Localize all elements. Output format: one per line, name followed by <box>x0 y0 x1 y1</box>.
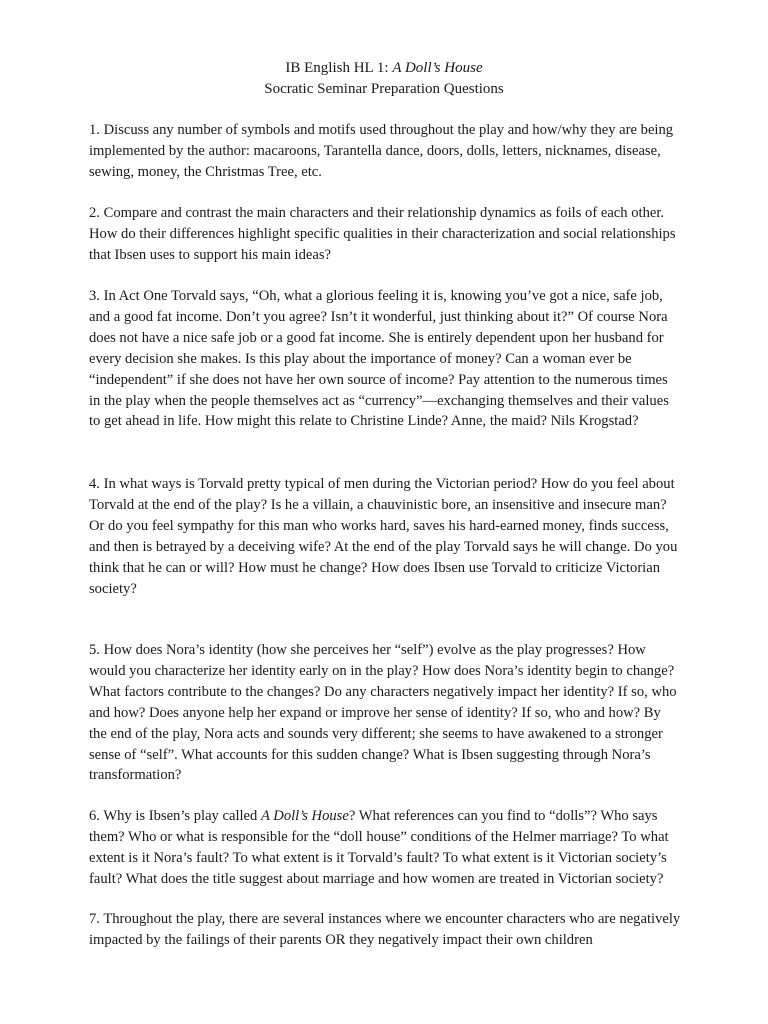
question-1: 1. Discuss any number of symbols and motifs used throughout the play and how/why they are being implemented by the author: macaroons, Tarantella dance, doors, dolls, letters, nicknames, disease, sewing, money, the Christmas Tree, etc. <box>89 122 674 180</box>
document-title <box>0 58 768 79</box>
question-6-after: ? What references can you find to “dolls”? Who says them? Who or what is responsible for the “doll house” conditions of the Helmer marriage? To what extent is it Nora’s fault? To what extent is it Torvald’s fault? To what extent is it Victorian society’s fault? What does the title suggest about marriage and how women are treated in Victorian society? <box>89 808 669 887</box>
play-title: A Doll’s House <box>392 60 483 76</box>
question-6 <box>89 806 681 890</box>
question-6-play-title: A Doll’s House <box>260 808 349 824</box>
question-4: 4. In what ways is Torvald pretty typical of men during the Victorian period? How do you feel about Torvald at the end of the play? Is he a villain, a chauvinistic bore, an insensitive and insecure man? Or do you feel sympathy for this man who works hard, saves his hard-earned money, finds success, and then is betrayed by a deceiving wife? At the end of the play Torvald says he will change. Do you think that he can or will? How must he change? How does Ibsen use Torvald to criticize Victorian society? <box>89 476 678 597</box>
question-5: 5. How does Nora’s identity (how she perceives her “self”) evolve as the play progresses? How would you characterize her identity early on in the play? How does Nora’s identity begin to change? What factors contribute to the changes? Do any characters negatively impact her identity? If so, who and how? Does anyone help her expand or improve her sense of identity? If so, who and how? By the end of the play, Nora acts and sounds very different; she seems to have awakened to a stronger sense of “self”. What accounts for this sudden change? What is Ibsen suggesting through Nora’s transformation? <box>89 642 677 784</box>
question-3: 3. In Act One Torvald says, “Oh, what a glorious feeling it is, knowing you’ve got a nice, safe job, and a good fat income. Don’t you agree? Isn’t it wonderful, just thinking about it?” Of course Nora does not have a nice safe job or a good fat income. She is entirely dependent upon her husband for every decision she makes. Is this play about the importance of money? Can a woman ever be “independent” if she does not have her own source of income? Pay attention to the numerous times in the play when the people themselves act as “currency”—exchanging themselves and their values to get ahead in life. How might this relate to Christine Linde? Anne, the maid? Nils Krogstad? <box>89 288 669 430</box>
question-7: 7. Throughout the play, there are several instances where we encounter characters who are negatively impacted by the failings of their parents OR they negatively impact their own children <box>89 911 681 948</box>
question-6-before: 6. Why is Ibsen’s play called <box>89 808 261 824</box>
document-subtitle: Socratic Seminar Preparation Questions <box>264 81 504 97</box>
question-2: 2. Compare and contrast the main characters and their relationship dynamics as foils of each other. How do their differences highlight specific qualities in their characterization and social relationships that Ibsen uses to support his main ideas? <box>89 205 676 263</box>
course-name: IB English HL 1: <box>285 60 393 76</box>
